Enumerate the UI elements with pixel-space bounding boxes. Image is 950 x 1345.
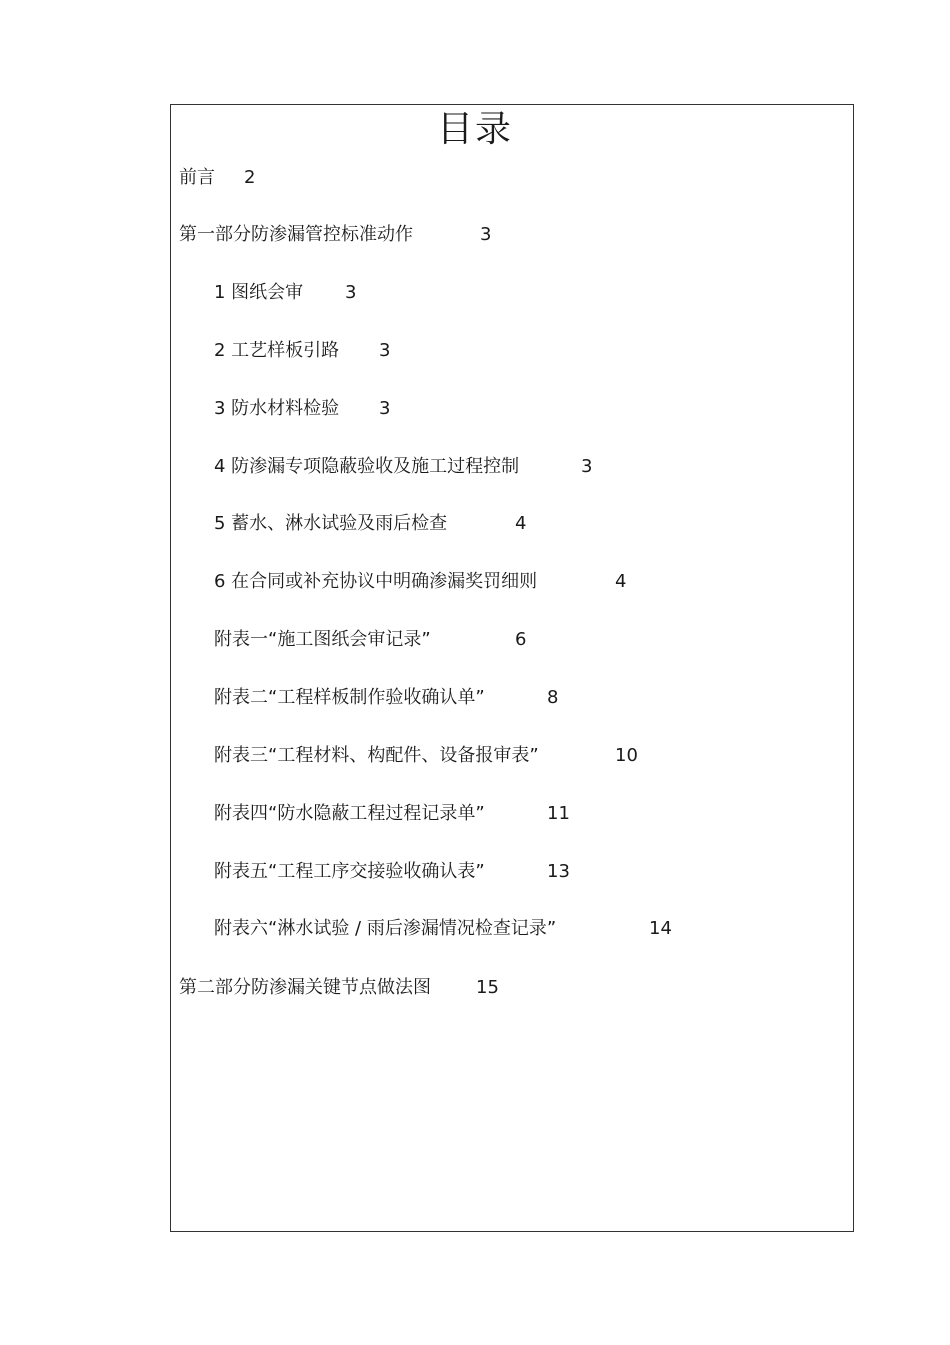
toc-entry-label: 第二部分防渗漏关键节点做法图	[179, 977, 431, 998]
toc-entry-label: 2 工艺样板引路	[214, 340, 340, 361]
toc-entry-label: 1 图纸会审	[214, 282, 304, 303]
toc-entry-page: 6	[515, 629, 527, 650]
toc-entry-page: 3	[379, 340, 391, 361]
toc-entry-label: 第一部分防渗漏管控标准动作	[179, 224, 413, 245]
page-title: 目录	[436, 109, 513, 150]
toc-entry-page: 3	[480, 224, 492, 245]
toc-entry-page: 14	[649, 918, 672, 939]
toc-entry-page: 3	[345, 282, 357, 303]
toc-entry-page: 13	[547, 861, 570, 882]
toc-entry-label: 前言	[179, 167, 215, 188]
toc-entry-label: 附表一“施工图纸会审记录”	[214, 629, 431, 650]
toc-entry-page: 3	[581, 456, 593, 477]
toc-entry-label: 附表三“工程材料、构配件、设备报审表”	[214, 745, 539, 766]
toc-frame	[170, 104, 854, 1232]
toc-entry-label: 4 防渗漏专项隐蔽验收及施工过程控制	[214, 456, 520, 477]
toc-entry-page: 3	[379, 398, 391, 419]
toc-entry-label: 5 蓄水、淋水试验及雨后检查	[214, 513, 448, 534]
toc-entry-page: 11	[547, 803, 570, 824]
toc-entry-label: 附表五“工程工序交接验收确认表”	[214, 861, 485, 882]
toc-entry-label: 附表四“防水隐蔽工程过程记录单”	[214, 803, 485, 824]
toc-entry-page: 15	[476, 977, 499, 998]
toc-entry-label: 6 在合同或补充协议中明确渗漏奖罚细则	[214, 571, 538, 592]
toc-entry-label: 附表二“工程样板制作验收确认单”	[214, 687, 485, 708]
toc-entry-label: 附表六“淋水试验 / 雨后渗漏情况检查记录”	[214, 918, 557, 939]
toc-entry-page: 2	[244, 167, 256, 188]
toc-entry-page: 8	[547, 687, 559, 708]
toc-entry-page: 10	[615, 745, 638, 766]
toc-entry-label: 3 防水材料检验	[214, 398, 340, 419]
toc-entry-page: 4	[615, 571, 627, 592]
toc-entry-page: 4	[515, 513, 527, 534]
